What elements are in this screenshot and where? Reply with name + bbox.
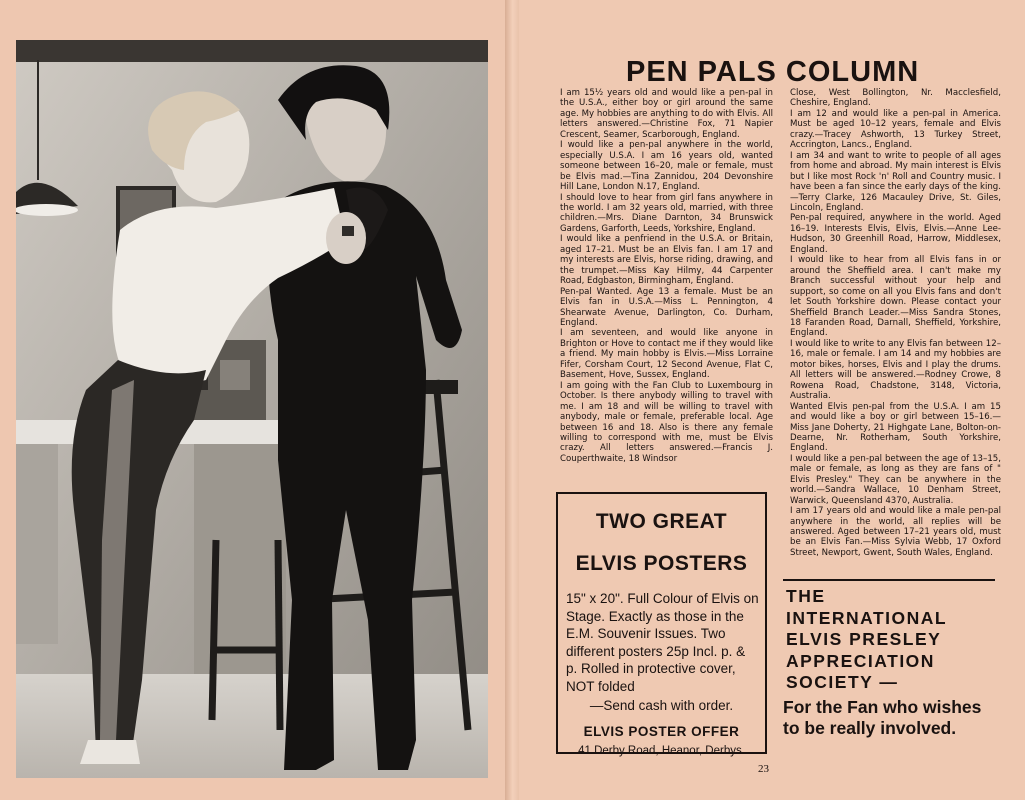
- pen-pals-title: PEN PALS COLUMN: [626, 56, 920, 88]
- pen-pal-entry: I am 17 years old and would like a male pen-pal anywhere in the world, all replies will be answered. Aged between 17–21 years old, must be an Elvis Fan.—Miss Sylvia Webb, 17 Oxford Street, Newport, Gwent, South Wales, England.: [790, 506, 1001, 558]
- poster-ad-send-note: —Send cash with order.: [589, 698, 734, 713]
- society-name: [786, 586, 998, 694]
- pen-pal-entry: I am seventeen, and would like anyone in Brighton or Hove to contact me if they would like a friend. My main hobby is Elvis.—Miss Lorraine Fifer, Corsham Court, 12 Second Avenue, Flat C, Basement, Hove, Sussex, England.: [560, 328, 773, 381]
- pen-pal-entry: I am 34 and want to write to people of all ages from home and abroad. My main interest is Elvis but I like most Rock 'n' Roll and Country music. I have been a fan since the early days of the king.—Terry Clarke, 126 Macauley Drive, St. Giles, Lincoln, England.: [790, 150, 1001, 213]
- society-line: APPRECIATION: [786, 650, 935, 671]
- page-spine: [505, 0, 519, 800]
- pen-pal-entry: I would like a pen-pal anywhere in the world, especially U.S.A. I am 16 years old, wanted someone between 16–20, male or female, must be Elvis mad.—Tina Zannidou, 204 Devonshire Hill Lane, London N.17, England.: [560, 140, 773, 193]
- pen-pal-entry: Close, West Bollington, Nr. Macclesfield, Cheshire, England.: [790, 88, 1001, 109]
- poster-offer-name: ELVIS POSTER OFFER: [583, 724, 740, 739]
- society-tagline: For the Fan who wishes to be really involved.: [783, 697, 982, 738]
- pen-pal-entry: I would like to write to any Elvis fan between 12–16, male or female. I am 14 and my hobbies are motor bikes, horses, Elvis and I play the drums. All letters will be answered.—Rodney Crowe, 8 Rowena Road, Chadstone, 3148, Victoria, Australia.: [790, 338, 1001, 402]
- society-line: THE: [786, 586, 826, 606]
- poster-headline-2: ELVIS POSTERS: [575, 552, 748, 575]
- poster-headline-1: TWO GREAT: [595, 510, 728, 533]
- poster-ad-body: 15" x 20". Full Colour of Elvis on Stage. Exactly as those in the E.M. Souvenir Issues. Two different posters 25p Incl. p. & p. Rolled in protective cover, NOT folded: [566, 591, 759, 694]
- poster-offer-ad: [556, 492, 767, 757]
- pen-pal-entry: I should love to hear from girl fans anywhere in the world. I am 32 years old, married, with three children.—Mrs. Diane Darnton, 34 Brunswick Gardens, Garforth, Leeds, Yorkshire, England.: [560, 192, 773, 234]
- pen-pal-entry: Pen-pal Wanted. Age 13 a female. Must be an Elvis fan in U.S.A.—Miss L. Pennington, 4 Shearwate Avenue, Darlington, Co. Durham, England.: [560, 286, 773, 328]
- dancing-couple-photo: [16, 40, 488, 778]
- left-page: [0, 0, 510, 800]
- pen-pal-entry: Wanted Elvis pen-pal from the U.S.A. I am 15 and would like a boy or girl between 15–16.—Miss Jane Doherty, 21 Highgate Lane, Bolton-on-Dearne, Nr. Rotherham, South Yorkshire, England.: [790, 401, 1001, 454]
- pen-pal-entry: I would like a penfriend in the U.S.A. or Britain, aged 17–21. Must be an Elvis fan. I am 17 and my interests are Elvis, horse riding, drawing, and the trumpet.—Miss Kay Hilmy, 44 Carpenter Road, Edgbaston, Birmingham, England.: [560, 234, 773, 287]
- society-line: INTERNATIONAL: [786, 607, 948, 628]
- pen-pal-entry: Pen-pal required, anywhere in the world. Aged 16–19. Interests Elvis, Elvis, Elvis.—Anne Lee-Hudson, 30 Greenhill Road, Harrow, Middlesex, England.: [790, 213, 1001, 255]
- pen-pals-column-left: [560, 88, 773, 490]
- pen-pal-entry: I would like a pen-pal between the age of 13–15, male or female, as long as they are fans of " Elvis Presley." They can be anywhere in the world.—Sandra Wallace, 10 Denham Street, Warwick, Queensland 4370, Australia.: [790, 453, 1001, 506]
- photo-illustration: [16, 40, 488, 778]
- poster-offer-address: 41 Derby Road, Heanor, Derbys.: [578, 745, 745, 757]
- pen-pals-column-right: [790, 88, 1001, 570]
- pen-pal-entry: I am 12 and would like a pen-pal in America. Must be aged 10–12 years, female and Elvis crazy.—Tracey Ashworth, 13 Turkey Street, Accrington, Lancs., England.: [790, 108, 1001, 151]
- society-divider: [783, 579, 995, 581]
- pen-pal-entry: I am going with the Fan Club to Luxembourg in October. Is there anybody willing to travel with me. I am 18 and will be willing to travel with anybody, male or female, preferable local. Age between 16 and 18. Also is there any female willing to correspond with me, must be Elvis crazy. All letters answered.—Francis J. Couperthwaite, 18 Windsor: [560, 380, 773, 464]
- pen-pal-entry: I am 15½ years old and would like a pen-pal in the U.S.A., either boy or girl around the same age. My hobbies are anything to do with Elvis. All letters answered.—Christine Fox, 71 Napier Crescent, Seamer, Scarborough, England.: [560, 88, 773, 140]
- page-number: 23: [758, 763, 769, 775]
- society-line: ELVIS PRESLEY: [786, 629, 942, 649]
- society-line: SOCIETY —: [786, 672, 899, 692]
- pen-pal-entry: I would like to hear from all Elvis fans in or around the Sheffield area. I can't make my Branch successful without your help and support, so come on all you Elvis fans and don't let South Yorkshire down. Please contact your Sheffield Branch Leader.—Miss Sandra Stones, 18 Faranden Road, Darnall, Sheffield, Yorkshire, England.: [790, 255, 1001, 339]
